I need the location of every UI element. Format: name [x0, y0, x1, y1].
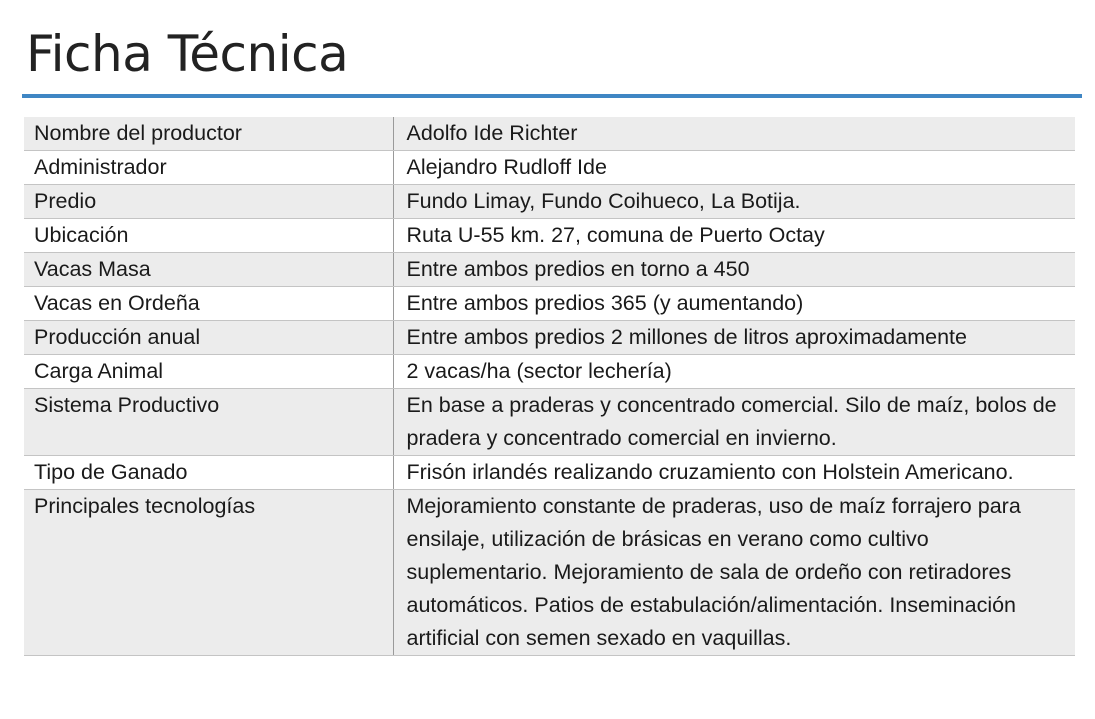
table-row [24, 287, 1075, 321]
row-label: Principales tecnologías [24, 490, 393, 656]
row-label: Administrador [24, 151, 393, 185]
table-row [24, 389, 1075, 456]
row-label: Carga Animal [24, 355, 393, 389]
row-label: Producción anual [24, 321, 393, 355]
table-row [24, 253, 1075, 287]
row-label: Nombre del productor [24, 117, 393, 151]
table-row [24, 219, 1075, 253]
spec-table [24, 117, 1075, 656]
table-row [24, 456, 1075, 490]
row-value: Ruta U-55 km. 27, comuna de Puerto Octay [393, 219, 1075, 253]
row-value: Alejandro Rudloff Ide [393, 151, 1075, 185]
row-value: Fundo Limay, Fundo Coihueco, La Botija. [393, 185, 1075, 219]
row-value: En base a praderas y concentrado comercial. Silo de maíz, bolos de pradera y concentrado comercial en invierno. [393, 389, 1075, 456]
title-divider [22, 94, 1082, 98]
row-label: Vacas Masa [24, 253, 393, 287]
page-title: Ficha Técnica [26, 25, 349, 83]
table-row [24, 117, 1075, 151]
row-value: Entre ambos predios 365 (y aumentando) [393, 287, 1075, 321]
table-row [24, 355, 1075, 389]
row-value: Entre ambos predios 2 millones de litros aproximadamente [393, 321, 1075, 355]
table-row [24, 151, 1075, 185]
row-label: Tipo de Ganado [24, 456, 393, 490]
table-row [24, 490, 1075, 656]
row-label: Vacas en Ordeña [24, 287, 393, 321]
row-value: Mejoramiento constante de praderas, uso de maíz forrajero para ensilaje, utilización de brásicas en verano como cultivo suplementario. Mejoramiento de sala de ordeño con retiradores automáticos. Patios de estabulación/alimentación. Inseminación artificial con semen sexado en vaquillas. [393, 490, 1075, 656]
row-label: Sistema Productivo [24, 389, 393, 456]
row-label: Predio [24, 185, 393, 219]
row-value: Adolfo Ide Richter [393, 117, 1075, 151]
row-value: Entre ambos predios en torno a 450 [393, 253, 1075, 287]
row-label: Ubicación [24, 219, 393, 253]
table-row [24, 185, 1075, 219]
table-row [24, 321, 1075, 355]
row-value: 2 vacas/ha (sector lechería) [393, 355, 1075, 389]
row-value: Frisón irlandés realizando cruzamiento con Holstein Americano. [393, 456, 1075, 490]
